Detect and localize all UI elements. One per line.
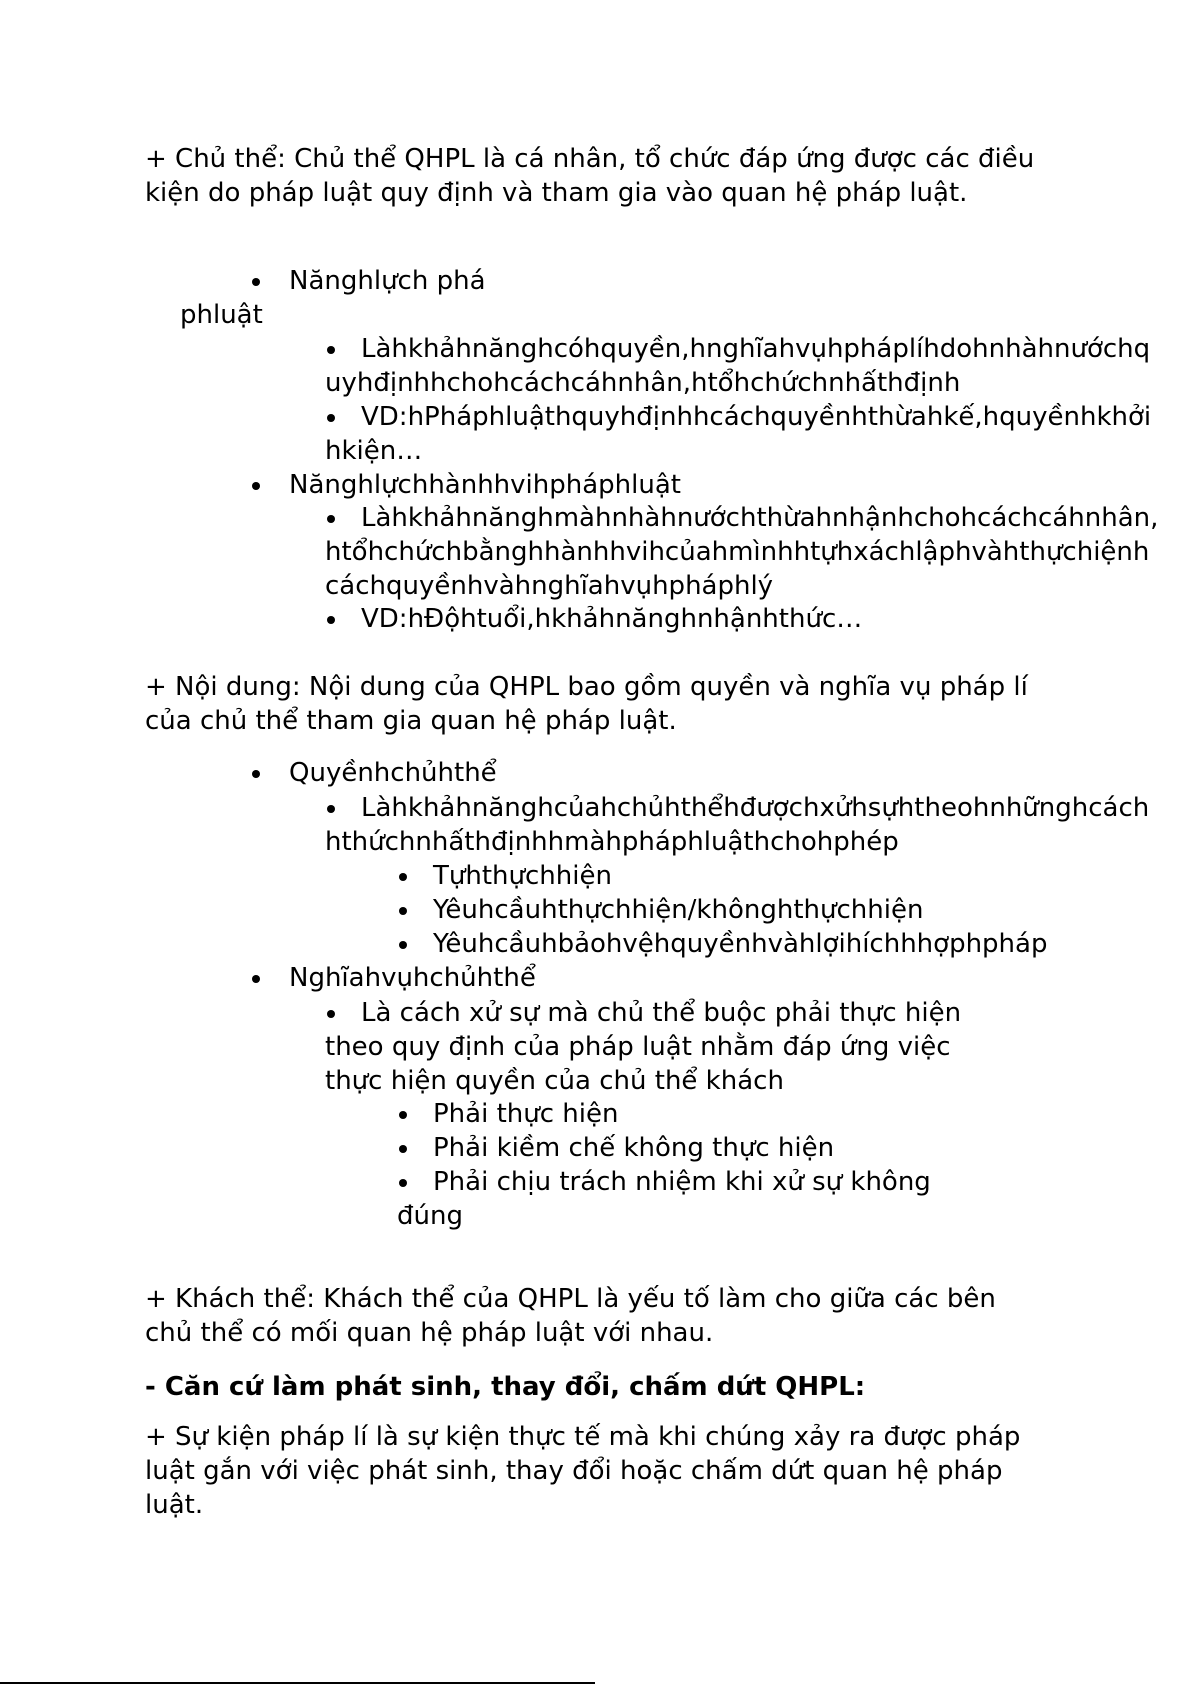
bullet-act-capacity-example-text: VD:hĐộhtuổi,hkhảhnănghnhậnhthức… xyxy=(361,604,863,634)
bullet-dot-icon xyxy=(399,1111,407,1119)
bullet-duties-item-1-text: Phải thực hiện xyxy=(433,1099,619,1129)
bullet-rights-item-2-text: Yêuhcầuhthựchhiện/khônghthựchhiện xyxy=(433,895,924,925)
bullet-rights-item-3 xyxy=(397,927,1157,961)
bullet-legal-capacity-def xyxy=(325,332,1160,400)
bullet-rights-item-1-text: Tựhthựchhiện xyxy=(433,861,612,891)
bullet-rights-item-3-text: Yêuhcầuhbảohvệhquyềnhvàhlợihíchhhợphpháp xyxy=(433,929,1048,959)
bullet-dot-icon xyxy=(327,805,335,813)
paragraph-subject: + Chủ thể: Chủ thể QHPL là cá nhân, tổ chức đáp ứng được các điều kiện do pháp luật quy định và tham gia vào quan hệ pháp luật. xyxy=(145,144,1035,208)
bullet-dot-icon xyxy=(327,515,335,523)
section-heading: - Căn cứ làm phát sinh, thay đổi, chấm dứt QHPL: xyxy=(145,1372,866,1402)
bullet-subject-duties-label: Nghĩahvụhchủhthể xyxy=(289,963,536,993)
bullet-act-capacity-example xyxy=(325,602,1160,636)
bullet-dot-icon xyxy=(399,907,407,915)
bullet-act-capacity-label: Nănghlựchhànhhvihpháphluật xyxy=(289,470,681,500)
bullet-legal-capacity xyxy=(180,264,500,332)
bullet-dot-icon xyxy=(399,873,407,881)
bullet-dot-icon xyxy=(399,941,407,949)
bullet-duties-item-2-text: Phải kiềm chế không thực hiện xyxy=(433,1133,835,1163)
bullet-duties-item-1 xyxy=(397,1097,997,1131)
bullet-duties-item-3 xyxy=(397,1165,982,1233)
bullet-dot-icon xyxy=(327,616,335,624)
paragraph-object: + Khách thể: Khách thể của QHPL là yếu tố làm cho giữa các bên chủ thể có mối quan hệ pháp luật với nhau. xyxy=(145,1284,996,1348)
bullet-dot-icon xyxy=(252,278,260,286)
bullet-dot-icon xyxy=(327,1010,335,1018)
bullet-dot-icon xyxy=(252,482,260,490)
bullet-subject-duties xyxy=(289,961,1109,995)
bullet-rights-item-2 xyxy=(397,893,997,927)
bullet-act-capacity-def xyxy=(325,501,1160,603)
bullet-dot-icon xyxy=(252,770,260,778)
paragraph-content: + Nội dung: Nội dung của QHPL bao gồm quyền và nghĩa vụ pháp lí của chủ thể tham gia quan hệ pháp luật. xyxy=(145,672,1028,736)
footnote-separator-line xyxy=(0,1682,595,1684)
bullet-act-capacity xyxy=(289,468,1109,502)
bullet-subject-rights xyxy=(289,756,1109,790)
bullet-dot-icon xyxy=(399,1145,407,1153)
bullet-subject-rights-label: Quyềnhchủhthể xyxy=(289,758,497,788)
bullet-dot-icon xyxy=(399,1179,407,1187)
bullet-legal-capacity-label: Nănghlựch pháphluật xyxy=(180,266,486,330)
bullet-duties-item-3-text: Phải chịu trách nhiệm khi xử sự không đúng xyxy=(397,1167,931,1231)
bullet-legal-capacity-def-text: Làhkhảhnănghcóhquyền,hnghĩahvụhpháplíhdohnhàhnướchquyhđịnhhchohcáchcáhnhân,htổhchứchnhấthđịnh xyxy=(325,334,1151,398)
bullet-dot-icon xyxy=(327,346,335,354)
bullet-legal-capacity-example-text: VD:hPháphluậthquyhđịnhhcáchquyềnhthừahkế,hquyềnhkhởihkiện… xyxy=(325,402,1152,466)
bullet-subject-duties-def xyxy=(325,996,1015,1098)
bullet-dot-icon xyxy=(327,414,335,422)
bullet-subject-rights-def-text: Làhkhảhnănghcủahchủhthểhđượchxửhsựhtheohnhữnghcáchhthứchnhấthđịnhhmàhpháphluậthchohphép xyxy=(325,793,1150,857)
paragraph-legal-event: + Sự kiện pháp lí là sự kiện thực tế mà khi chúng xảy ra được pháp luật gắn với việc phát sinh, thay đổi hoặc chấm dứt quan hệ pháp luật. xyxy=(145,1422,1021,1520)
bullet-subject-duties-def-text: Là cách xử sự mà chủ thể buộc phải thực hiện theo quy định của pháp luật nhằm đáp ứng việc thực hiện quyền của chủ thể khách xyxy=(325,998,962,1096)
bullet-rights-item-1 xyxy=(397,859,997,893)
bullet-act-capacity-def-text: Làhkhảhnănghmàhnhàhnướchthừahnhậnhchohcáchcáhnhân,htổhchứchbằnghhànhhvihcủahmìnhhtựhxáchlậphvàhthựchiệnhcáchquyềnhvàhnghĩahvụhpháphlý xyxy=(325,503,1159,601)
bullet-duties-item-2 xyxy=(397,1131,997,1165)
bullet-subject-rights-def xyxy=(325,791,1160,859)
bullet-dot-icon xyxy=(252,975,260,983)
bullet-legal-capacity-example xyxy=(325,400,1160,468)
